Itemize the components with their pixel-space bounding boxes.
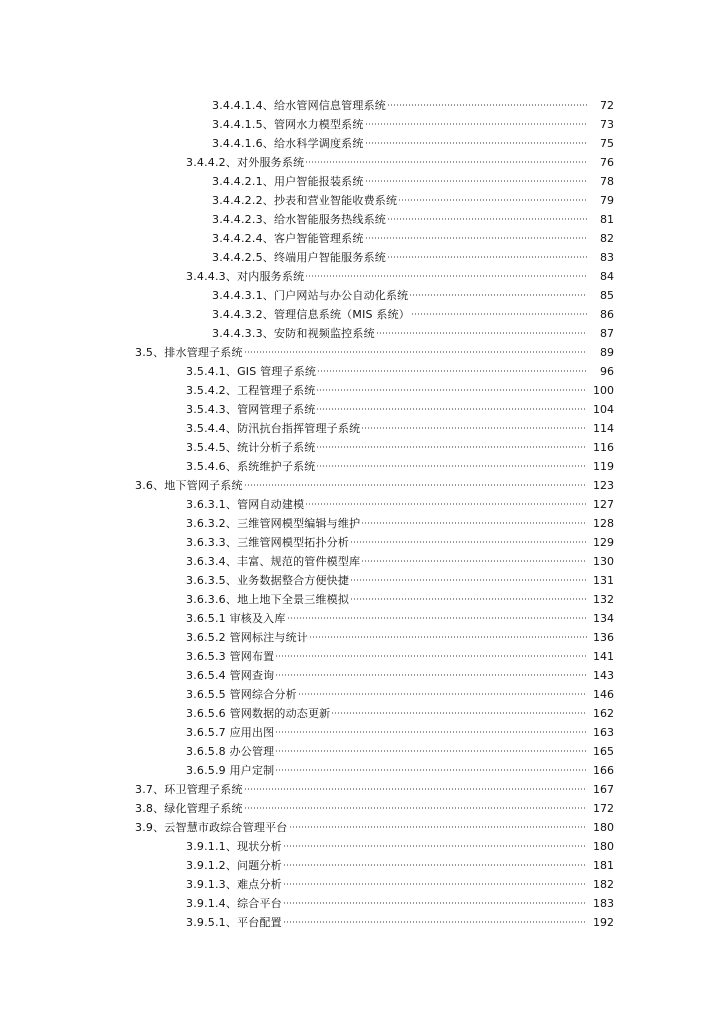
toc-entry[interactable] bbox=[0, 286, 724, 305]
toc-entry[interactable] bbox=[0, 172, 724, 191]
toc-entry[interactable] bbox=[0, 343, 724, 362]
toc-entry-title: 3.6.5.8 办公管理 bbox=[186, 745, 275, 758]
toc-entry-title: 3.4.4.3、对内服务系统 bbox=[186, 270, 305, 283]
toc-entry[interactable] bbox=[0, 134, 724, 153]
toc-entry-title: 3.9、云智慧市政综合管理平台 bbox=[135, 821, 288, 834]
toc-entry-title: 3.6.5.5 管网综合分析 bbox=[186, 688, 297, 701]
toc-page-number: 72 bbox=[600, 99, 614, 112]
toc-entry[interactable] bbox=[0, 476, 724, 495]
toc-entry[interactable] bbox=[0, 324, 724, 343]
toc-dot-leader bbox=[387, 104, 587, 106]
toc-entry-title: 3.6.5.4 管网查询 bbox=[186, 669, 275, 682]
toc-entry[interactable] bbox=[0, 191, 724, 210]
toc-dot-leader bbox=[365, 180, 587, 182]
toc-entry-title: 3.6.5.6 管网数据的动态更新 bbox=[186, 707, 331, 720]
toc-entry[interactable] bbox=[0, 704, 724, 723]
toc-page-number: 130 bbox=[593, 555, 614, 568]
toc-entry[interactable] bbox=[0, 210, 724, 229]
toc-dot-leader bbox=[316, 465, 587, 467]
toc-entry[interactable] bbox=[0, 115, 724, 134]
toc-entry-title: 3.6.3.1、管网自动建模 bbox=[186, 498, 305, 511]
toc-page-number: 131 bbox=[593, 574, 614, 587]
toc-dot-leader bbox=[365, 237, 587, 239]
toc-entry[interactable] bbox=[0, 419, 724, 438]
toc-entry-title: 3.4.4.2.4、客户智能管理系统 bbox=[212, 232, 364, 245]
toc-page-number: 166 bbox=[593, 764, 614, 777]
toc-page-number: 163 bbox=[593, 726, 614, 739]
toc-entry-title: 3.4.4.3.2、管理信息系统（MIS 系统） bbox=[212, 308, 410, 321]
toc-entry[interactable] bbox=[0, 153, 724, 172]
toc-page-number: 132 bbox=[593, 593, 614, 606]
toc-page-number: 116 bbox=[593, 441, 614, 454]
toc-page-number: 165 bbox=[593, 745, 614, 758]
toc-page-number: 83 bbox=[600, 251, 614, 264]
toc-dot-leader bbox=[283, 921, 587, 923]
toc-dot-leader bbox=[244, 807, 587, 809]
toc-entry[interactable] bbox=[0, 685, 724, 704]
toc-entry-title: 3.9.1.3、难点分析 bbox=[186, 878, 282, 891]
toc-entry-title: 3.5.4.1、GIS 管理子系统 bbox=[186, 365, 317, 378]
toc-entry[interactable] bbox=[0, 723, 724, 742]
toc-entry-title: 3.7、环卫管理子系统 bbox=[135, 783, 243, 796]
toc-dot-leader bbox=[361, 427, 587, 429]
toc-dot-leader bbox=[275, 750, 587, 752]
toc-dot-leader bbox=[350, 541, 587, 543]
toc-dot-leader bbox=[398, 199, 587, 201]
toc-entry-title: 3.4.4.2、对外服务系统 bbox=[186, 156, 305, 169]
toc-page-number: 104 bbox=[593, 403, 614, 416]
toc-entry-title: 3.4.4.2.2、抄表和营业智能收费系统 bbox=[212, 194, 398, 207]
toc-page-number: 82 bbox=[600, 232, 614, 245]
toc-entry[interactable] bbox=[0, 780, 724, 799]
toc-entry-title: 3.4.4.3.3、安防和视频监控系统 bbox=[212, 327, 375, 340]
toc-entry[interactable] bbox=[0, 571, 724, 590]
toc-entry-title: 3.9.1.2、问题分析 bbox=[186, 859, 282, 872]
toc-dot-leader bbox=[298, 693, 587, 695]
toc-entry-title: 3.6.5.7 应用出图 bbox=[186, 726, 275, 739]
toc-entry-title: 3.5.4.6、系统维护子系统 bbox=[186, 460, 316, 473]
toc-entry[interactable] bbox=[0, 799, 724, 818]
toc-page-number: 172 bbox=[593, 802, 614, 815]
toc-entry-title: 3.4.4.2.1、用户智能报装系统 bbox=[212, 175, 364, 188]
toc-page-number: 81 bbox=[600, 213, 614, 226]
toc-page-number: 182 bbox=[593, 878, 614, 891]
toc-dot-leader bbox=[316, 446, 587, 448]
toc-entry-title: 3.4.4.2.3、给水智能服务热线系统 bbox=[212, 213, 386, 226]
toc-page-number: 76 bbox=[600, 156, 614, 169]
toc-page-number: 136 bbox=[593, 631, 614, 644]
toc-dot-leader bbox=[244, 484, 587, 486]
toc-dot-leader bbox=[350, 579, 587, 581]
toc-entry[interactable] bbox=[0, 818, 724, 837]
toc-page-number: 127 bbox=[593, 498, 614, 511]
toc-page-number: 100 bbox=[593, 384, 614, 397]
toc-entry[interactable] bbox=[0, 894, 724, 913]
toc-page-number: 123 bbox=[593, 479, 614, 492]
toc-entry[interactable] bbox=[0, 495, 724, 514]
toc-entry-title: 3.5.4.2、工程管理子系统 bbox=[186, 384, 316, 397]
toc-dot-leader bbox=[275, 769, 587, 771]
toc-entry[interactable] bbox=[0, 647, 724, 666]
toc-entry-title: 3.4.4.2.5、终端用户智能服务系统 bbox=[212, 251, 386, 264]
toc-entry[interactable] bbox=[0, 267, 724, 286]
toc-page-number: 129 bbox=[593, 536, 614, 549]
toc-entry-title: 3.6.5.2 管网标注与统计 bbox=[186, 631, 308, 644]
toc-entry-title: 3.9.5.1、平台配置 bbox=[186, 916, 282, 929]
toc-entry[interactable] bbox=[0, 913, 724, 932]
toc-page-number: 84 bbox=[600, 270, 614, 283]
toc-dot-leader bbox=[376, 332, 587, 334]
toc-page-number: 192 bbox=[593, 916, 614, 929]
toc-entry-title: 3.5.4.4、防汛抗台指挥管理子系统 bbox=[186, 422, 361, 435]
toc-dot-leader bbox=[365, 142, 587, 144]
toc-entry[interactable] bbox=[0, 381, 724, 400]
toc-page-number: 78 bbox=[600, 175, 614, 188]
toc-page-number: 167 bbox=[593, 783, 614, 796]
toc-entry-title: 3.6.5.9 用户定制 bbox=[186, 764, 275, 777]
toc-entry-title: 3.6.3.3、三维管网模型拓扑分析 bbox=[186, 536, 350, 549]
toc-entry-title: 3.6.3.2、三维管网模型编辑与维护 bbox=[186, 517, 361, 530]
toc-dot-leader bbox=[244, 788, 587, 790]
toc-entry-title: 3.4.4.1.6、给水科学调度系统 bbox=[212, 137, 364, 150]
toc-entry[interactable] bbox=[0, 609, 724, 628]
toc-dot-leader bbox=[361, 560, 587, 562]
toc-entry[interactable] bbox=[0, 666, 724, 685]
toc-entry-title: 3.6、地下管网子系统 bbox=[135, 479, 243, 492]
toc-page-number: 141 bbox=[593, 650, 614, 663]
toc-page-number: 73 bbox=[600, 118, 614, 131]
toc-dot-leader bbox=[387, 218, 587, 220]
toc-entry[interactable] bbox=[0, 305, 724, 324]
toc-entry-title: 3.4.4.1.5、管网水力模型系统 bbox=[212, 118, 364, 131]
toc-page-number: 114 bbox=[593, 422, 614, 435]
toc-entry-title: 3.6.3.4、丰富、规范的管件模型库 bbox=[186, 555, 361, 568]
toc-entry[interactable] bbox=[0, 628, 724, 647]
toc-entry-title: 3.8、绿化管理子系统 bbox=[135, 802, 243, 815]
toc-entry[interactable] bbox=[0, 533, 724, 552]
toc-entry-title: 3.9.1.4、综合平台 bbox=[186, 897, 282, 910]
toc-dot-leader bbox=[289, 826, 588, 828]
toc-dot-leader bbox=[283, 845, 587, 847]
toc-page-number: 85 bbox=[600, 289, 614, 302]
toc-entry[interactable] bbox=[0, 400, 724, 419]
toc-entry[interactable] bbox=[0, 438, 724, 457]
toc-dot-leader bbox=[283, 883, 587, 885]
toc-page-number: 79 bbox=[600, 194, 614, 207]
toc-page-number: 181 bbox=[593, 859, 614, 872]
toc-dot-leader bbox=[244, 351, 587, 353]
toc-entry-title: 3.6.3.6、地上地下全景三维模拟 bbox=[186, 593, 350, 606]
toc-dot-leader bbox=[365, 123, 587, 125]
toc-entry[interactable] bbox=[0, 248, 724, 267]
toc-page-number: 75 bbox=[600, 137, 614, 150]
toc-page-number: 143 bbox=[593, 669, 614, 682]
toc-page-number: 128 bbox=[593, 517, 614, 530]
toc-entry-title: 3.9.1.1、现状分析 bbox=[186, 840, 282, 853]
toc-dot-leader bbox=[317, 370, 587, 372]
toc-dot-leader bbox=[275, 674, 587, 676]
toc-entry[interactable] bbox=[0, 552, 724, 571]
toc-dot-leader bbox=[409, 294, 587, 296]
toc-entry[interactable] bbox=[0, 457, 724, 476]
toc-entry-title: 3.6.5.1 审核及入库 bbox=[186, 612, 286, 625]
toc-entry-title: 3.4.4.1.4、给水管网信息管理系统 bbox=[212, 99, 386, 112]
toc-entry[interactable] bbox=[0, 856, 724, 875]
toc-entry-title: 3.5.4.5、统计分析子系统 bbox=[186, 441, 316, 454]
toc-dot-leader bbox=[316, 389, 587, 391]
toc-entry-title: 3.6.3.5、业务数据整合方便快捷 bbox=[186, 574, 350, 587]
toc-dot-leader bbox=[316, 408, 587, 410]
toc-entry-title: 3.6.5.3 管网布置 bbox=[186, 650, 275, 663]
toc-dot-leader bbox=[411, 313, 587, 315]
toc-dot-leader bbox=[361, 522, 587, 524]
toc-page-number: 86 bbox=[600, 308, 614, 321]
toc-dot-leader bbox=[350, 598, 587, 600]
toc-entry[interactable] bbox=[0, 742, 724, 761]
toc-page-number: 96 bbox=[600, 365, 614, 378]
toc-entry[interactable] bbox=[0, 229, 724, 248]
toc-dot-leader bbox=[305, 161, 587, 163]
toc-entry[interactable] bbox=[0, 837, 724, 856]
toc-dot-leader bbox=[283, 902, 587, 904]
toc-page-number: 183 bbox=[593, 897, 614, 910]
toc-dot-leader bbox=[287, 617, 587, 619]
toc-dot-leader bbox=[275, 655, 587, 657]
toc-page-number: 89 bbox=[600, 346, 614, 359]
toc-entry[interactable] bbox=[0, 514, 724, 533]
toc-entry-title: 3.4.4.3.1、门户网站与办公自动化系统 bbox=[212, 289, 409, 302]
toc-dot-leader bbox=[275, 731, 587, 733]
toc-page-number: 162 bbox=[593, 707, 614, 720]
toc-dot-leader bbox=[305, 503, 587, 505]
toc-page-number: 146 bbox=[593, 688, 614, 701]
toc-entry[interactable] bbox=[0, 761, 724, 780]
toc-page-number: 180 bbox=[593, 821, 614, 834]
toc-entry-title: 3.5.4.3、管网管理子系统 bbox=[186, 403, 316, 416]
toc-entry[interactable] bbox=[0, 875, 724, 894]
toc-page-number: 180 bbox=[593, 840, 614, 853]
toc-dot-leader bbox=[309, 636, 587, 638]
toc-dot-leader bbox=[305, 275, 587, 277]
toc-dot-leader bbox=[387, 256, 587, 258]
toc-page-number: 134 bbox=[593, 612, 614, 625]
toc-dot-leader bbox=[283, 864, 587, 866]
toc-entry[interactable] bbox=[0, 590, 724, 609]
toc-page-number: 119 bbox=[593, 460, 614, 473]
toc-entry[interactable] bbox=[0, 96, 724, 115]
table-of-contents bbox=[0, 96, 724, 932]
toc-entry-title: 3.5、排水管理子系统 bbox=[135, 346, 243, 359]
toc-page-number: 87 bbox=[600, 327, 614, 340]
toc-entry[interactable] bbox=[0, 362, 724, 381]
toc-dot-leader bbox=[331, 712, 587, 714]
